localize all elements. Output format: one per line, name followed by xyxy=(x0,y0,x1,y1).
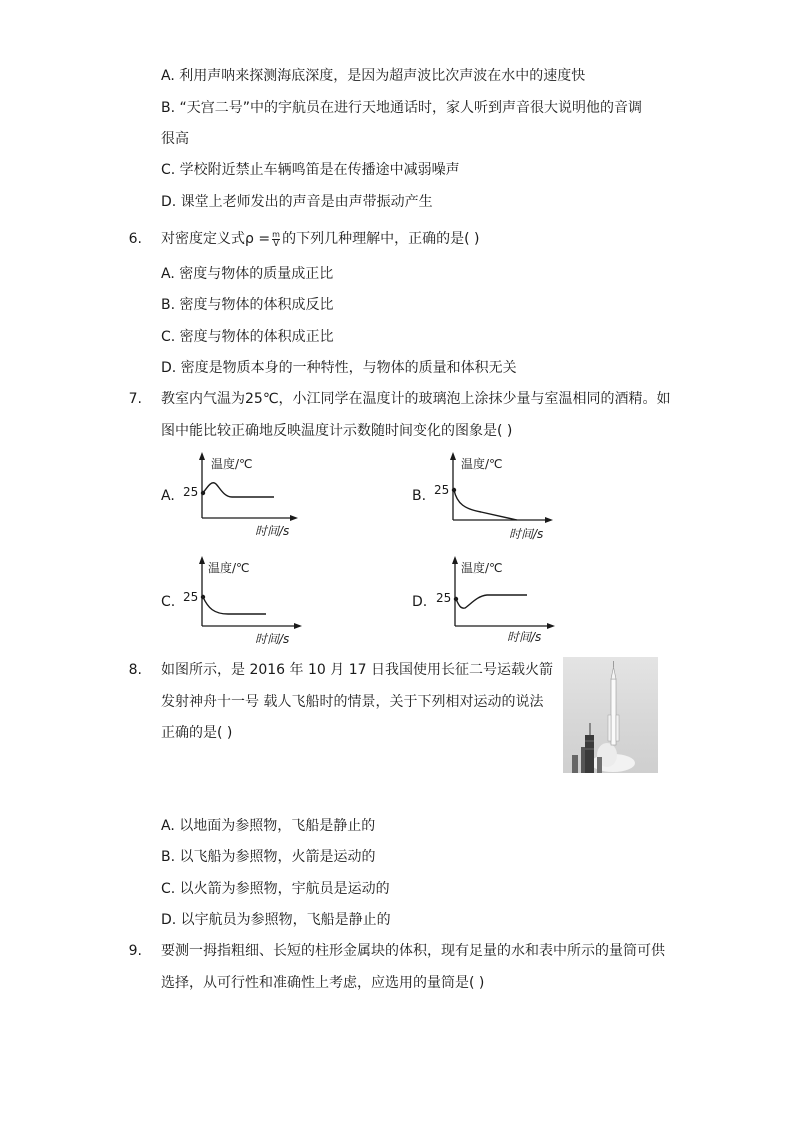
q6-density-fraction xyxy=(272,231,280,248)
q9-stem-line2: 选择，从可行性和准确性上考虑，应选用的量筒是( ) xyxy=(161,975,485,991)
q5-option-b: B. “天宫二号”中的宇航员在进行天地通话时，家人听到声音很大说明他的音调 xyxy=(161,100,643,116)
q7-graph-a xyxy=(180,452,300,542)
q6-option-a: A. 密度与物体的质量成正比 xyxy=(161,266,334,282)
q9-stem-line1: 要测一拇指粗细、长短的柱形金属块的体积，现有足量的水和表中所示的量筒可供 xyxy=(161,943,665,959)
q7-graph-b-x-label: 时间/s xyxy=(509,527,544,541)
q7-number: 7. xyxy=(128,391,142,407)
q7-graph-a-y-label: 温度/℃ xyxy=(211,457,253,471)
q7-graph-d-letter: D. xyxy=(412,594,428,610)
q6-stem xyxy=(161,229,479,249)
q7-stem-line1: 教室内气温为25℃，小江同学在温度计的玻璃泡上涂抹少量与室温相同的酒精。如 xyxy=(161,391,671,407)
q8-stem-line1: 如图所示，是 2016 年 10 月 17 日我国使用长征二号运载火箭 xyxy=(161,662,553,678)
q8-option-a: A. 以地面为参照物，飞船是静止的 xyxy=(161,818,376,834)
q5-option-c: C. 学校附近禁止车辆鸣笛是在传播途中减弱噪声 xyxy=(161,162,460,178)
q6-number: 6. xyxy=(128,231,142,247)
q8-stem-line2: 发射神舟十一号 载人飞船时的情景，关于下列相对运动的说法 xyxy=(161,694,544,710)
q7-graph-c-tick: 25 xyxy=(183,590,199,604)
q8-option-d: D. 以宇航员为参照物，飞船是静止的 xyxy=(161,912,391,928)
q7-graph-d-x-label: 时间/s xyxy=(507,630,542,644)
q6-stem-pre: 对密度定义式ρ = xyxy=(161,231,271,247)
q7-graph-b-y-label: 温度/℃ xyxy=(461,457,503,471)
q7-graph-c xyxy=(180,556,305,648)
q7-stem-line2: 图中能比较正确地反映温度计示数随时间变化的图象是( ) xyxy=(161,423,513,439)
q8-option-b: B. 以飞船为参照物，火箭是运动的 xyxy=(161,849,376,865)
q7-graph-b-tick: 25 xyxy=(434,483,450,497)
q6-option-b: B. 密度与物体的体积成反比 xyxy=(161,297,334,313)
q7-graph-b xyxy=(431,452,556,542)
q6-frac-num: m xyxy=(272,229,280,239)
q7-graph-c-y-label: 温度/℃ xyxy=(208,561,250,575)
q7-graph-b-letter: B. xyxy=(412,488,427,504)
q7-graph-c-letter: C. xyxy=(161,594,176,610)
q6-option-c: C. 密度与物体的体积成正比 xyxy=(161,329,334,345)
q7-graph-d xyxy=(433,556,558,648)
q8-number: 8. xyxy=(128,662,142,678)
rocket-launch-photo xyxy=(563,657,658,773)
q7-graph-a-letter: A. xyxy=(161,488,175,504)
q7-graph-d-tick: 25 xyxy=(436,591,452,605)
q6-frac-den: V xyxy=(273,238,279,248)
q7-graph-a-tick: 25 xyxy=(183,485,199,499)
q7-graph-d-y-label: 温度/℃ xyxy=(461,561,503,575)
q5-option-b-cont: 很高 xyxy=(161,131,189,147)
q6-option-d: D. 密度是物质本身的一种特性，与物体的质量和体积无关 xyxy=(161,360,517,376)
q9-number: 9. xyxy=(128,943,142,959)
q8-stem-line3: 正确的是( ) xyxy=(161,725,233,741)
q5-option-a: A. 利用声呐来探测海底深度，是因为超声波比次声波在水中的速度快 xyxy=(161,68,586,84)
q6-stem-post: 的下列几种理解中，正确的是( ) xyxy=(282,231,480,247)
q5-option-d: D. 课堂上老师发出的声音是由声带振动产生 xyxy=(161,194,433,210)
q7-graph-c-x-label: 时间/s xyxy=(255,632,290,646)
q7-graph-a-x-label: 时间/s xyxy=(255,524,290,538)
q8-option-c: C. 以火箭为参照物，宇航员是运动的 xyxy=(161,881,390,897)
